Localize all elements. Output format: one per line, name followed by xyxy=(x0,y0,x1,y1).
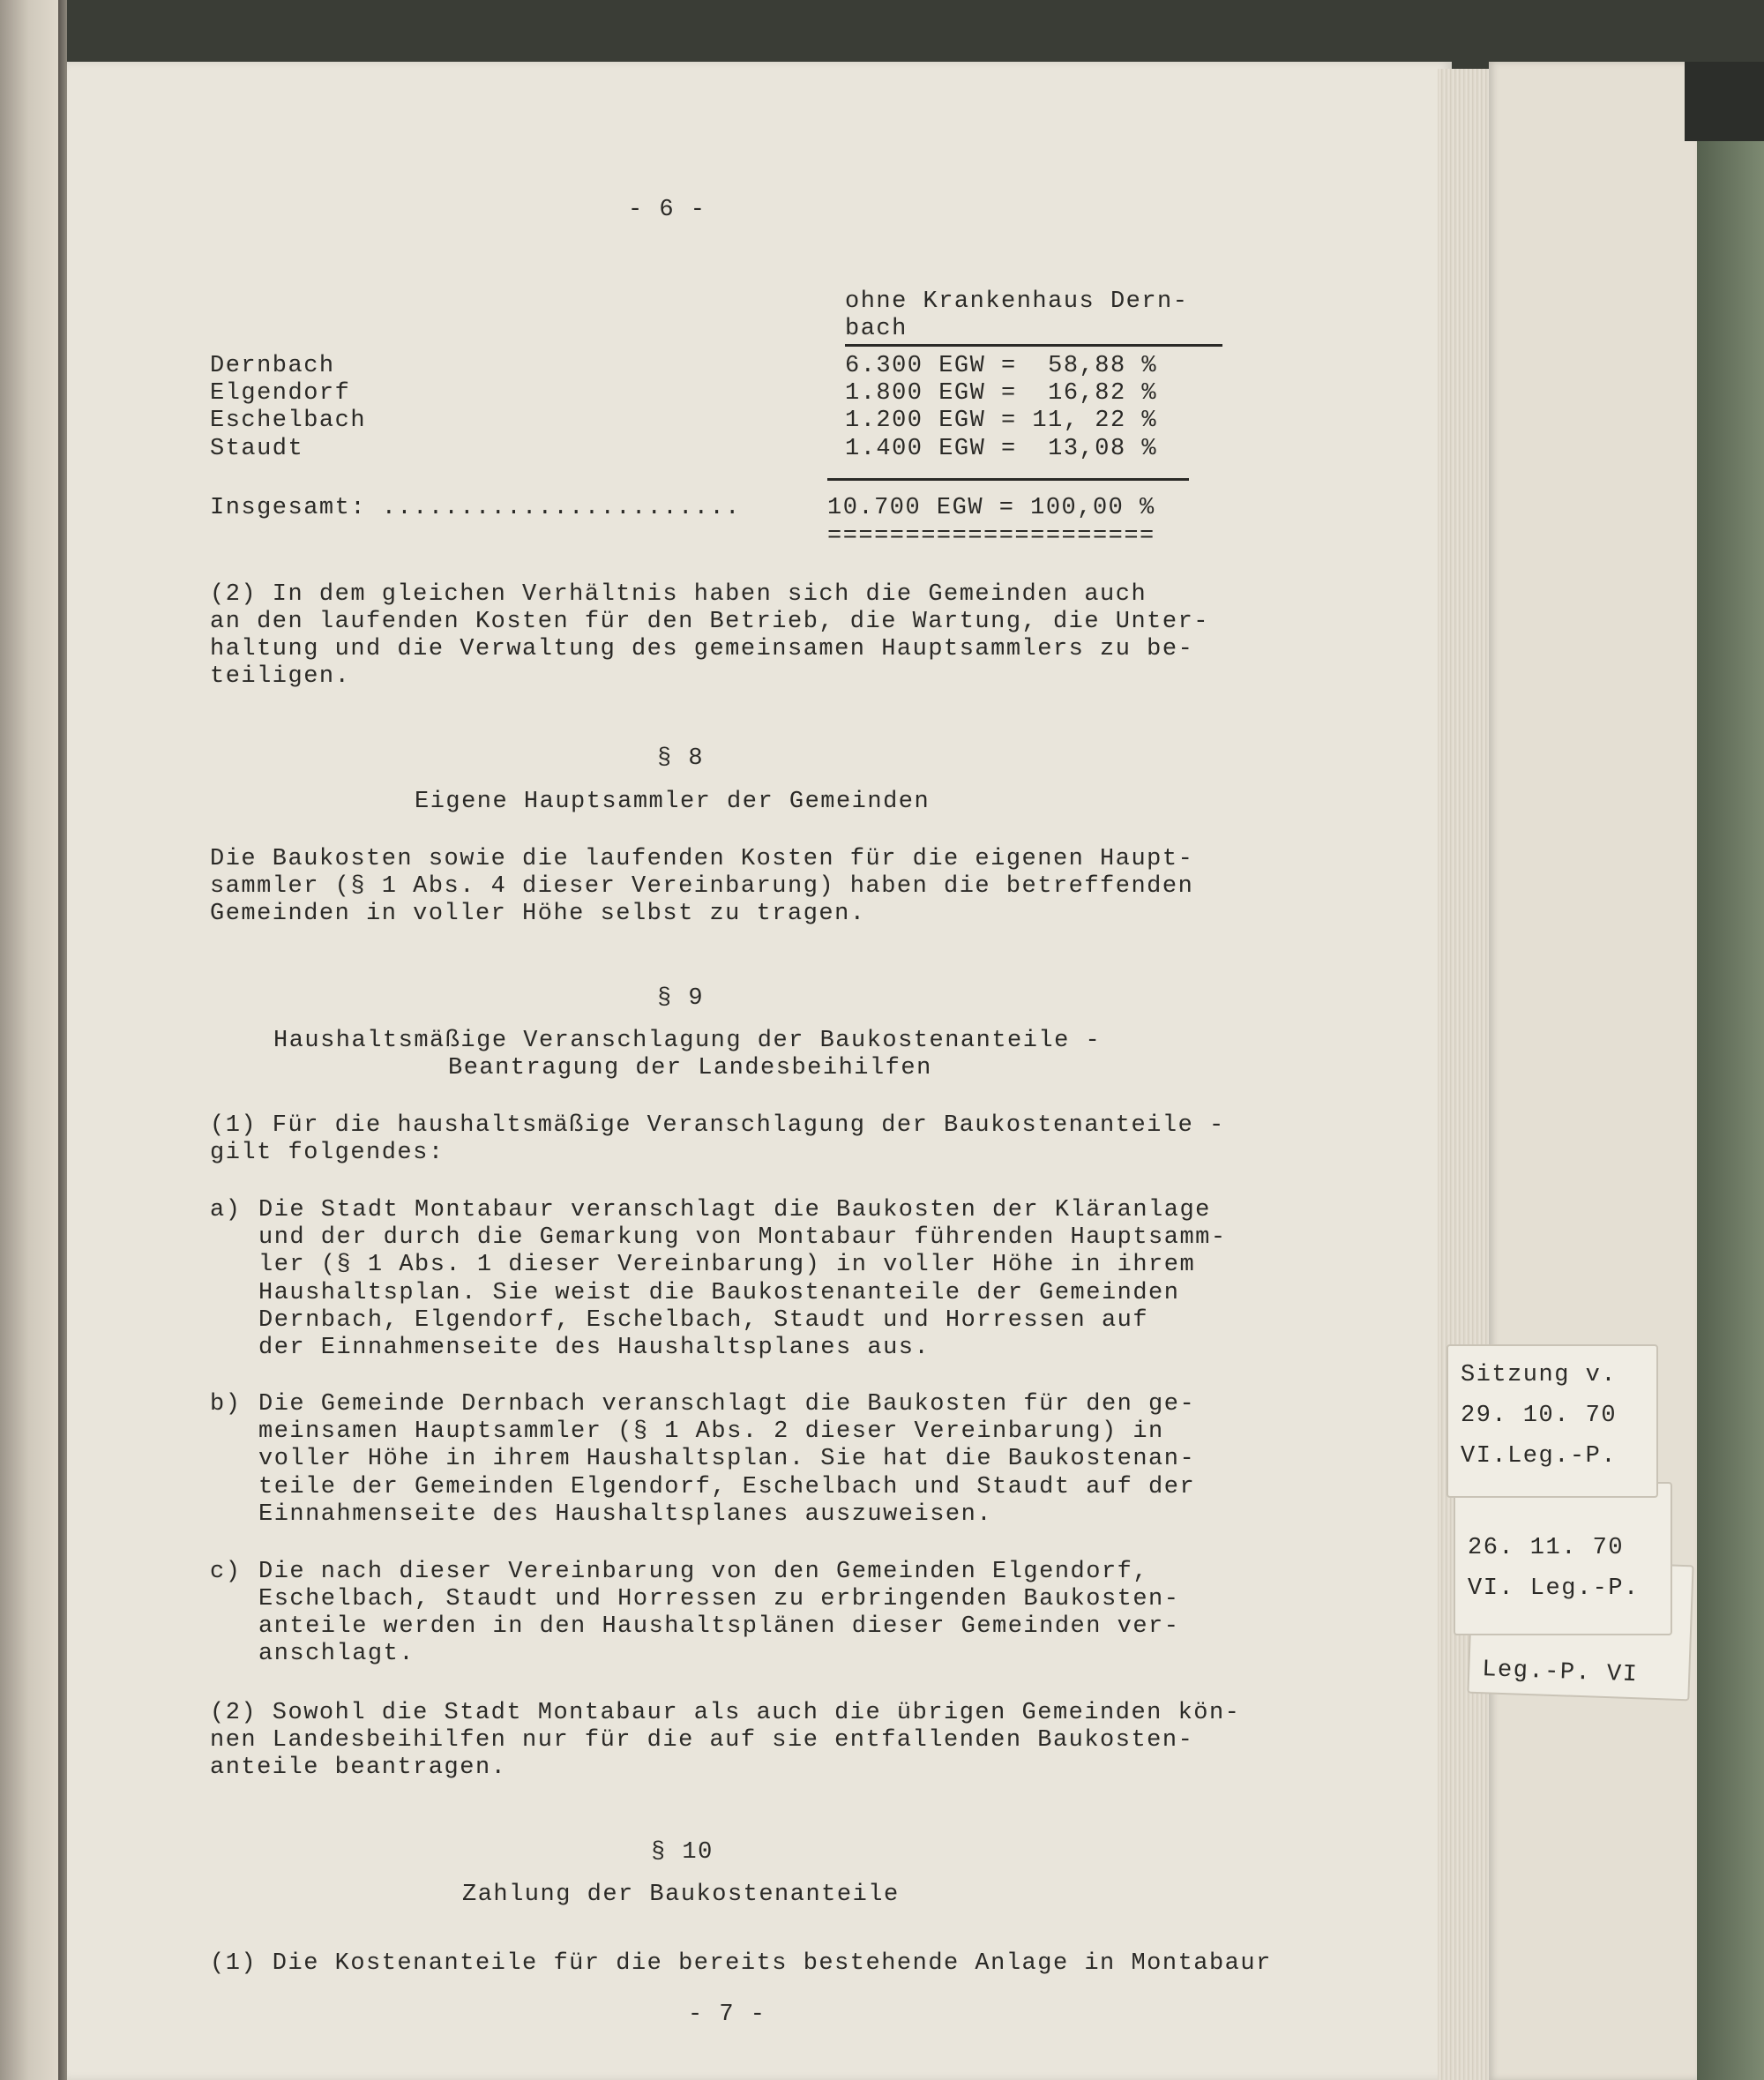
list-item-line: ler (§ 1 Abs. 1 dieser Vereinbarung) in voller Höhe in ihrem xyxy=(258,1252,1196,1278)
page-number-bottom: - 7 - xyxy=(688,2001,766,2028)
session-tab-line: 26. 11. 70 xyxy=(1468,1535,1625,1561)
table-total-label: Insgesamt: ....................... xyxy=(210,495,741,521)
section-title: Eigene Hauptsammler der Gemeinden xyxy=(415,789,931,815)
table-row-value: 1.800 EGW = 16,82 % xyxy=(845,380,1158,407)
list-item-line: Die nach dieser Vereinbarung von den Gemeinden Elgendorf, xyxy=(258,1559,1149,1585)
session-tab-line: Sitzung v. xyxy=(1461,1362,1618,1388)
list-item-line: der Einnahmenseite des Haushaltsplanes aus. xyxy=(258,1335,931,1361)
table-row-name: Eschelbach xyxy=(210,408,367,434)
paragraph-line: (1) Die Kostenanteile für die bereits bestehende Anlage in Montabaur xyxy=(210,1950,1272,1977)
paragraph-line: teiligen. xyxy=(210,663,351,690)
list-item-line: Die Stadt Montabaur veranschlagt die Baukosten der Kläranlage xyxy=(258,1197,1211,1223)
list-item-line: Haushaltsplan. Sie weist die Baukostenanteile der Gemeinden xyxy=(258,1280,1180,1306)
paragraph-line: nen Landesbeihilfen nur für die auf sie entfallenden Baukosten- xyxy=(210,1727,1194,1754)
list-item-line: teile der Gemeinden Elgendorf, Eschelbach und Staudt auf der xyxy=(258,1474,1196,1500)
table-row-value: 1.400 EGW = 13,08 % xyxy=(845,436,1158,462)
paragraph-line: (2) In dem gleichen Verhältnis haben sich die Gemeinden auch xyxy=(210,581,1147,608)
session-tab xyxy=(1454,1482,1672,1635)
table-row-value: 6.300 EGW = 58,88 % xyxy=(845,353,1158,379)
paragraph-line: (2) Sowohl die Stadt Montabaur als auch die übrigen Gemeinden kön- xyxy=(210,1700,1241,1726)
list-item-line: Dernbach, Elgendorf, Eschelbach, Staudt und Horressen auf xyxy=(258,1307,1149,1334)
table-total-underline: ===================== xyxy=(827,523,1155,550)
table-header-rule xyxy=(845,344,1222,347)
list-label: a) xyxy=(210,1197,242,1223)
section-title: Beantragung der Landesbeihilfen xyxy=(448,1055,932,1081)
list-item-line: meinsamen Hauptsammler (§ 1 Abs. 2 dieser Vereinbarung) in xyxy=(258,1418,1164,1445)
paragraph-line: sammler (§ 1 Abs. 4 dieser Vereinbarung) haben die betreffenden xyxy=(210,873,1194,900)
table-column-header-line2: bach xyxy=(845,316,908,342)
list-label: c) xyxy=(210,1559,242,1585)
list-item-line: und der durch die Gemarkung von Montabaur führenden Hauptsamm- xyxy=(258,1224,1227,1251)
paragraph-line: an den laufenden Kosten für den Betrieb, die Wartung, die Unter- xyxy=(210,609,1209,635)
paragraph-line: gilt folgendes: xyxy=(210,1140,445,1166)
session-tab xyxy=(1446,1344,1658,1498)
table-column-header-line1: ohne Krankenhaus Dern- xyxy=(845,288,1189,315)
session-tab-line: VI.Leg.-P. xyxy=(1461,1443,1618,1470)
list-item-line: Einnahmenseite des Haushaltsplanes auszuweisen. xyxy=(258,1501,993,1528)
binding-corner xyxy=(1685,62,1764,141)
section-number: § 8 xyxy=(657,745,705,772)
section-title: Haushaltsmäßige Veranschlagung der Baukostenanteile - xyxy=(273,1028,1102,1054)
folder-cover xyxy=(1489,62,1697,2080)
page-edges xyxy=(1438,69,1491,2080)
table-row-name: Elgendorf xyxy=(210,380,351,407)
section-number: § 9 xyxy=(657,985,705,1012)
list-item-line: anschlagt. xyxy=(258,1641,415,1667)
section-title: Zahlung der Baukostenanteile xyxy=(462,1882,900,1908)
session-tab-line: 29. 10. 70 xyxy=(1461,1403,1618,1429)
paragraph-line: anteile beantragen. xyxy=(210,1755,507,1781)
list-item-line: Die Gemeinde Dernbach veranschlagt die Baukosten für den ge- xyxy=(258,1391,1196,1418)
section-number: § 10 xyxy=(651,1839,714,1866)
table-total-value: 10.700 EGW = 100,00 % xyxy=(827,495,1155,521)
paragraph-line: Gemeinden in voller Höhe selbst zu tragen. xyxy=(210,901,866,927)
list-item-line: anteile werden in den Haushaltsplänen dieser Gemeinden ver- xyxy=(258,1613,1180,1640)
list-item-line: voller Höhe in ihrem Haushaltsplan. Sie hat die Baukostenan- xyxy=(258,1446,1196,1472)
session-tab-line: Leg.-P. VI xyxy=(1481,1657,1639,1689)
book-gutter xyxy=(58,0,67,2080)
table-row-name: Dernbach xyxy=(210,353,335,379)
folder-binding xyxy=(1697,62,1764,2080)
table-row-value: 1.200 EGW = 11, 22 % xyxy=(845,408,1158,434)
paragraph-line: haltung und die Verwaltung des gemeinsamen Hauptsammlers zu be- xyxy=(210,636,1194,662)
paragraph-line: (1) Für die haushaltsmäßige Veranschlagung der Baukostenanteile - xyxy=(210,1112,1225,1139)
table-row-name: Staudt xyxy=(210,436,304,462)
list-item-line: Eschelbach, Staudt und Horressen zu erbringenden Baukosten- xyxy=(258,1586,1180,1612)
page-number-top: - 6 - xyxy=(628,197,706,223)
paragraph-line: Die Baukosten sowie die laufenden Kosten für die eigenen Haupt- xyxy=(210,846,1194,872)
left-page-edge xyxy=(0,0,64,2080)
list-label: b) xyxy=(210,1391,242,1418)
session-tab-line: VI. Leg.-P. xyxy=(1468,1575,1640,1602)
table-sum-rule xyxy=(827,478,1189,481)
